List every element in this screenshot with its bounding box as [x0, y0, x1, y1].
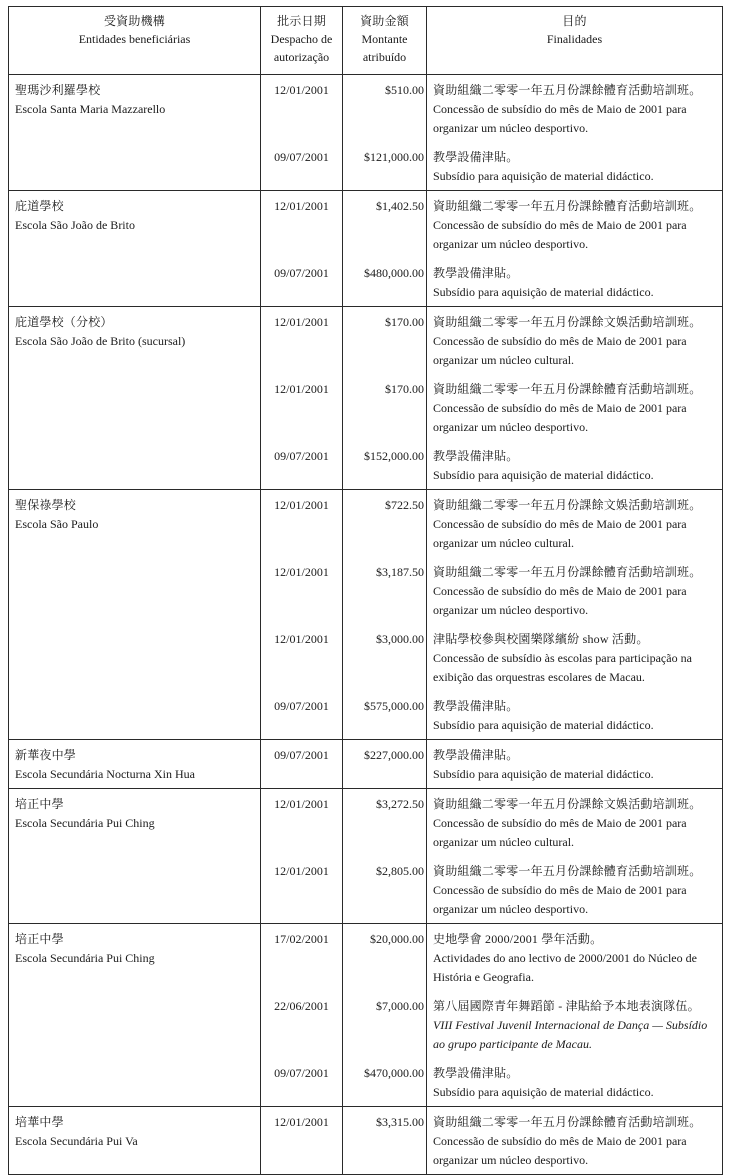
- purpose-pt: Subsídio para aquisição de material didáctico.: [433, 767, 654, 781]
- entity-cell: [9, 740, 261, 789]
- dispatch-date: 09/07/2001: [261, 1058, 343, 1107]
- entity-cell: [9, 191, 261, 307]
- amount-value: $1,402.50: [343, 191, 427, 259]
- purpose-zh: 資助組織二零零一年五月份課餘體育活動培訓班。: [433, 565, 702, 579]
- purpose-zh: 資助組織二零零一年五月份課餘文娛活動培訓班。: [433, 797, 702, 811]
- purpose-cell: [427, 856, 723, 924]
- purpose-pt: Concessão de subsídio do mês de Maio de 2001 para organizar um núcleo desportivo.: [433, 401, 687, 434]
- amount-value: $121,000.00: [343, 142, 427, 191]
- dispatch-date: 09/07/2001: [261, 691, 343, 740]
- amount-value: $480,000.00: [343, 258, 427, 307]
- purpose-zh: 第八屆國際青年舞蹈節 - 津貼給予本地表演隊伍。: [433, 999, 700, 1013]
- amount-value: $470,000.00: [343, 1058, 427, 1107]
- dispatch-date: 09/07/2001: [261, 441, 343, 490]
- purpose-zh: 津貼學校參與校園樂隊繽紛 show 活動。: [433, 632, 649, 646]
- purpose-zh: 教學設備津貼。: [433, 748, 519, 762]
- amount-value: $510.00: [343, 75, 427, 143]
- purpose-cell: [427, 789, 723, 857]
- purpose-zh: 史地學會 2000/2001 學年活動。: [433, 932, 603, 946]
- dispatch-date: 12/01/2001: [261, 75, 343, 143]
- amount-value: $3,272.50: [343, 789, 427, 857]
- amount-value: $152,000.00: [343, 441, 427, 490]
- document-page: [8, 6, 722, 1167]
- dispatch-date: 12/01/2001: [261, 624, 343, 691]
- entity-name-pt: Escola Secundária Nocturna Xin Hua: [15, 767, 195, 781]
- entity-cell: [9, 307, 261, 490]
- purpose-pt: Subsídio para aquisição de material didáctico.: [433, 169, 654, 183]
- entity-name-pt: Escola São João de Brito (sucursal): [15, 334, 186, 348]
- purpose-zh: 資助組織二零零一年五月份課餘體育活動培訓班。: [433, 864, 702, 878]
- entity-name-pt: Escola Secundária Pui Va: [15, 1134, 138, 1148]
- purpose-cell: [427, 490, 723, 558]
- purpose-cell: [427, 1107, 723, 1175]
- table-row: [9, 307, 723, 375]
- purpose-cell: [427, 75, 723, 143]
- purpose-zh: 資助組織二零零一年五月份課餘體育活動培訓班。: [433, 83, 702, 97]
- table-row: [9, 75, 723, 143]
- purpose-pt: Concessão de subsídio do mês de Maio de 2001 para organizar um núcleo cultural.: [433, 334, 687, 367]
- purpose-pt: Concessão de subsídio às escolas para participação na exibição das orquestras escolares de Macau.: [433, 651, 692, 684]
- entity-name-zh: 新華夜中學: [15, 748, 77, 762]
- purpose-cell: [427, 258, 723, 307]
- amount-value: $722.50: [343, 490, 427, 558]
- header-amount: [343, 7, 427, 75]
- table-row: [9, 740, 723, 789]
- header-purpose: [427, 7, 723, 75]
- purpose-pt: Concessão de subsídio do mês de Maio de 2001 para organizar um núcleo cultural.: [433, 816, 687, 849]
- entity-name-pt: Escola São João de Brito: [15, 218, 135, 232]
- dispatch-date: 17/02/2001: [261, 924, 343, 992]
- entity-name-pt: Escola Santa Maria Mazzarello: [15, 102, 166, 116]
- amount-value: $7,000.00: [343, 991, 427, 1058]
- amount-value: $3,000.00: [343, 624, 427, 691]
- header-purpose-pt: Finalidades: [546, 32, 603, 46]
- entity-name-zh: 培華中學: [15, 1115, 64, 1129]
- entity-cell: [9, 1107, 261, 1175]
- header-purpose-zh: 目的: [562, 14, 587, 28]
- purpose-pt: VIII Festival Juvenil Internacional de Dança — Subsídio ao grupo participante de Macau.: [433, 1018, 708, 1051]
- purpose-pt: Concessão de subsídio do mês de Maio de 2001 para organizar um núcleo desportivo.: [433, 1134, 687, 1167]
- header-date-zh: 批示日期: [277, 14, 326, 28]
- dispatch-date: 09/07/2001: [261, 142, 343, 191]
- entity-cell: [9, 75, 261, 191]
- amount-value: $227,000.00: [343, 740, 427, 789]
- header-entities: [9, 7, 261, 75]
- purpose-zh: 教學設備津貼。: [433, 150, 519, 164]
- amount-value: $170.00: [343, 307, 427, 375]
- purpose-pt: Subsídio para aquisição de material didáctico.: [433, 285, 654, 299]
- dispatch-date: 22/06/2001: [261, 991, 343, 1058]
- purpose-pt: Subsídio para aquisição de material didáctico.: [433, 1085, 654, 1099]
- header-amount-pt2: atribuído: [362, 50, 407, 64]
- entity-cell: [9, 789, 261, 924]
- purpose-pt: Subsídio para aquisição de material didáctico.: [433, 468, 654, 482]
- purpose-cell: [427, 441, 723, 490]
- purpose-pt: Concessão de subsídio do mês de Maio de 2001 para organizar um núcleo cultural.: [433, 517, 687, 550]
- amount-value: $2,805.00: [343, 856, 427, 924]
- purpose-pt: Concessão de subsídio do mês de Maio de 2001 para organizar um núcleo desportivo.: [433, 102, 687, 135]
- table-body: [9, 75, 723, 1175]
- header-date-pt2: autorização: [273, 50, 330, 64]
- table-row: [9, 789, 723, 857]
- amount-value: $575,000.00: [343, 691, 427, 740]
- table-header-row: [9, 7, 723, 75]
- table-row: [9, 924, 723, 992]
- purpose-cell: [427, 691, 723, 740]
- dispatch-date: 12/01/2001: [261, 557, 343, 624]
- entity-cell: [9, 490, 261, 740]
- entity-name-pt: Escola Secundária Pui Ching: [15, 951, 155, 965]
- amount-value: $3,315.00: [343, 1107, 427, 1175]
- header-date-pt1: Despacho de: [270, 32, 333, 46]
- purpose-cell: [427, 740, 723, 789]
- purpose-cell: [427, 557, 723, 624]
- dispatch-date: 12/01/2001: [261, 191, 343, 259]
- dispatch-date: 12/01/2001: [261, 307, 343, 375]
- purpose-cell: [427, 307, 723, 375]
- purpose-pt: Subsídio para aquisição de material didáctico.: [433, 718, 654, 732]
- entity-name-zh: 培正中學: [15, 797, 64, 811]
- entity-name-zh: 庇道學校（分校）: [15, 315, 113, 329]
- purpose-cell: [427, 191, 723, 259]
- entity-name-zh: 培正中學: [15, 932, 64, 946]
- header-date: [261, 7, 343, 75]
- header-amount-zh: 資助金額: [360, 14, 409, 28]
- dispatch-date: 12/01/2001: [261, 374, 343, 441]
- purpose-zh: 資助組織二零零一年五月份課餘體育活動培訓班。: [433, 1115, 702, 1129]
- purpose-pt: Concessão de subsídio do mês de Maio de 2001 para organizar um núcleo desportivo.: [433, 883, 687, 916]
- dispatch-date: 09/07/2001: [261, 258, 343, 307]
- purpose-zh: 教學設備津貼。: [433, 266, 519, 280]
- purpose-zh: 資助組織二零零一年五月份課餘體育活動培訓班。: [433, 199, 702, 213]
- purpose-pt: Actividades do ano lectivo de 2000/2001 do Núcleo de História e Geografia.: [433, 951, 697, 984]
- purpose-cell: [427, 991, 723, 1058]
- amount-value: $20,000.00: [343, 924, 427, 992]
- entity-name-zh: 聖瑪沙利羅學校: [15, 83, 101, 97]
- purpose-cell: [427, 1058, 723, 1107]
- dispatch-date: 09/07/2001: [261, 740, 343, 789]
- purpose-zh: 資助組織二零零一年五月份課餘文娛活動培訓班。: [433, 498, 702, 512]
- purpose-cell: [427, 374, 723, 441]
- purpose-pt: Concessão de subsídio do mês de Maio de 2001 para organizar um núcleo desportivo.: [433, 218, 687, 251]
- entity-cell: [9, 924, 261, 1107]
- dispatch-date: 12/01/2001: [261, 789, 343, 857]
- purpose-cell: [427, 142, 723, 191]
- table-row: [9, 191, 723, 259]
- entity-name-pt: Escola São Paulo: [15, 517, 99, 531]
- entity-name-pt: Escola Secundária Pui Ching: [15, 816, 155, 830]
- purpose-zh: 資助組織二零零一年五月份課餘文娛活動培訓班。: [433, 315, 702, 329]
- purpose-pt: Concessão de subsídio do mês de Maio de 2001 para organizar um núcleo desportivo.: [433, 584, 687, 617]
- purpose-zh: 教學設備津貼。: [433, 449, 519, 463]
- purpose-zh: 資助組織二零零一年五月份課餘體育活動培訓班。: [433, 382, 702, 396]
- purpose-zh: 教學設備津貼。: [433, 699, 519, 713]
- header-entities-pt: Entidades beneficiárias: [78, 32, 191, 46]
- purpose-cell: [427, 924, 723, 992]
- entity-name-zh: 聖保祿學校: [15, 498, 77, 512]
- header-entities-zh: 受資助機構: [103, 14, 165, 28]
- table-row: [9, 1107, 723, 1175]
- dispatch-date: 12/01/2001: [261, 1107, 343, 1175]
- table-row: [9, 490, 723, 558]
- purpose-zh: 教學設備津貼。: [433, 1066, 519, 1080]
- dispatch-date: 12/01/2001: [261, 490, 343, 558]
- entity-name-zh: 庇道學校: [15, 199, 64, 213]
- amount-value: $3,187.50: [343, 557, 427, 624]
- dispatch-date: 12/01/2001: [261, 856, 343, 924]
- subsidy-table: [8, 6, 723, 1175]
- header-amount-pt1: Montante: [361, 32, 408, 46]
- purpose-cell: [427, 624, 723, 691]
- amount-value: $170.00: [343, 374, 427, 441]
